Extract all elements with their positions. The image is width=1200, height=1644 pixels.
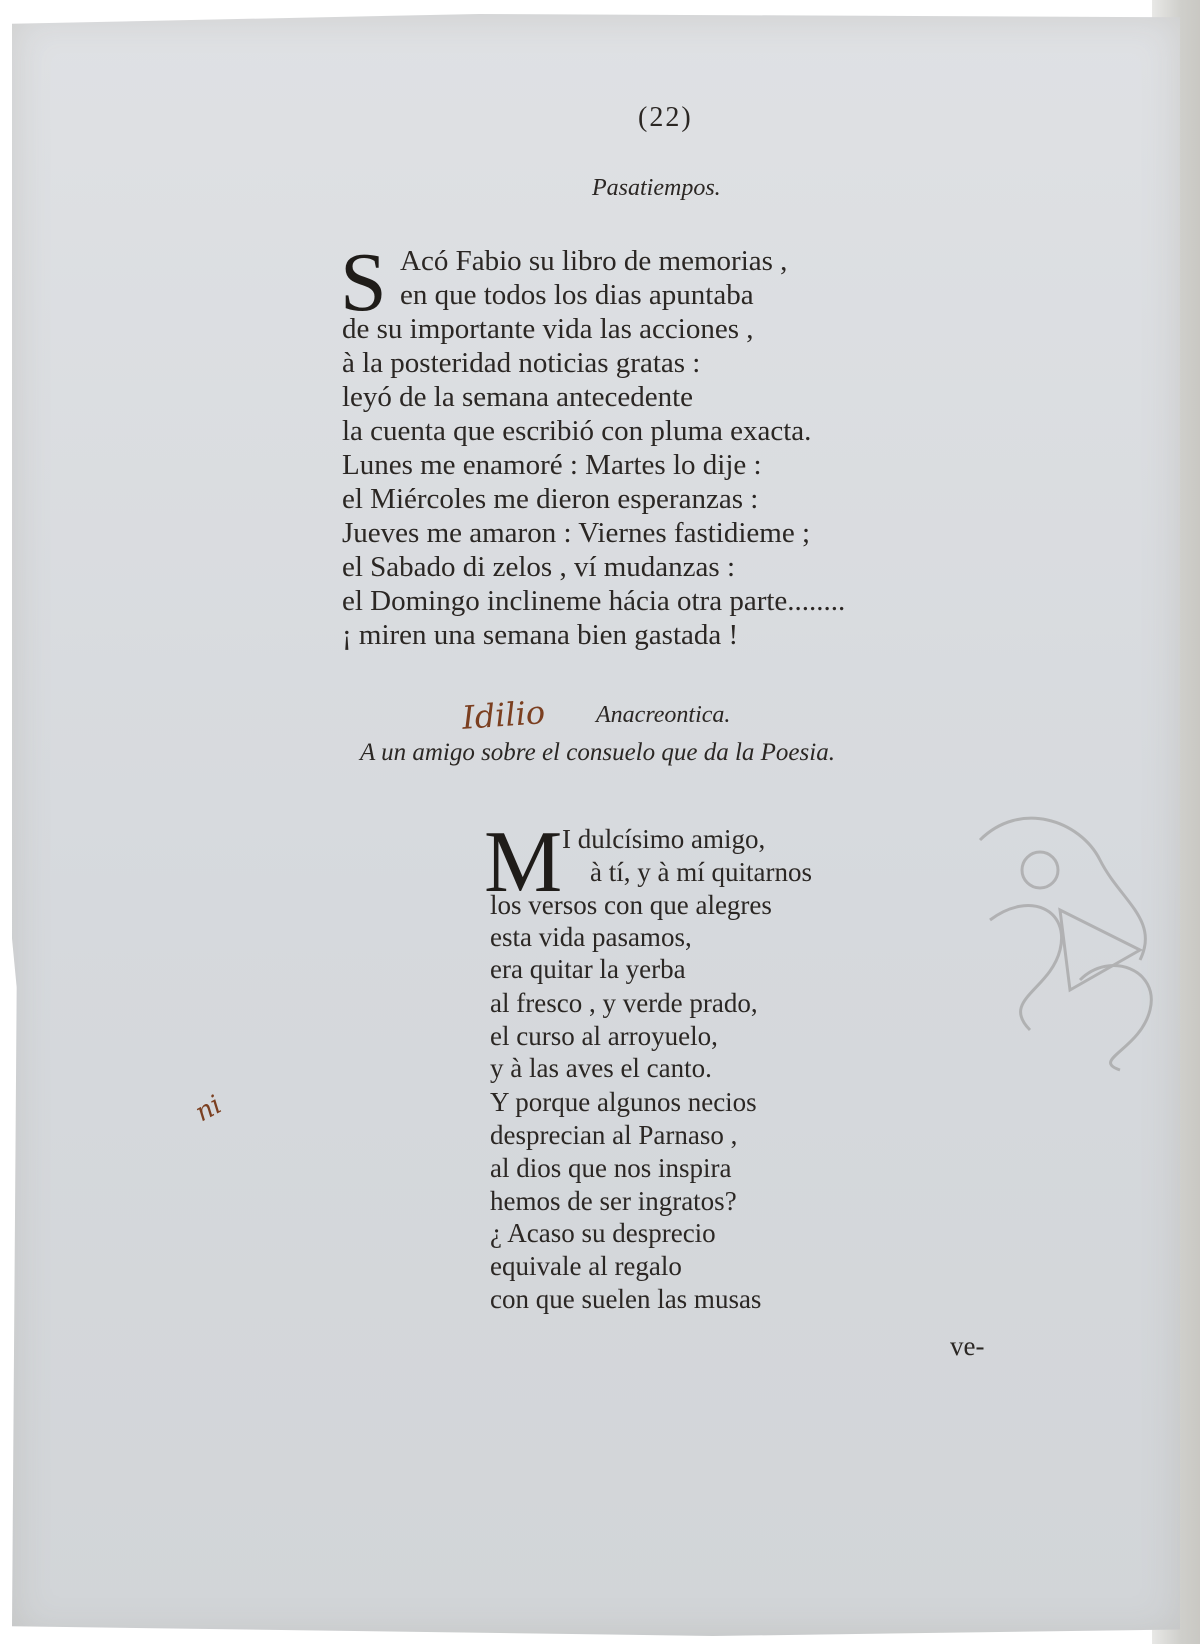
poem1-line: el Miércoles me dieron esperanzas :: [342, 483, 759, 515]
bleed-through-ornament: [960, 800, 1180, 1080]
poem2-line: los versos con que alegres: [490, 890, 772, 920]
poem2-first-line: I dulcísimo amigo,: [562, 824, 766, 854]
poem2-line: esta vida pasamos,: [490, 922, 692, 952]
section-title: Pasatiempos.: [592, 175, 721, 201]
poem1-line: Jueves me amaron : Viernes fastidieme ;: [342, 517, 811, 549]
poem1-line: de su importante vida las acciones ,: [342, 313, 754, 345]
page-number: (22): [638, 102, 693, 133]
poem2-line: con que suelen las musas: [490, 1284, 762, 1314]
poem1-line: la cuenta que escribió con pluma exacta.: [342, 415, 812, 447]
poem2-line: al dios que nos inspira: [490, 1153, 732, 1183]
poem1-line: Lunes me enamoré : Martes lo dije :: [342, 449, 762, 481]
poem2-subtitle: A un amigo sobre el consuelo que da la Poesia.: [360, 739, 835, 766]
poem1-line: el Domingo inclineme hácia otra parte........: [342, 585, 846, 617]
poem2-line: al fresco , y verde prado,: [490, 988, 758, 1018]
poem1-line: el Sabado di zelos , ví mudanzas :: [342, 551, 736, 583]
drop-cap-s: S: [340, 236, 387, 329]
poem2-line: el curso al arroyuelo,: [490, 1021, 718, 1051]
catchword: ve-: [950, 1331, 985, 1361]
poem2-second-line: à tí, y à mí quitarnos: [590, 857, 812, 887]
poem1-line: en que todos los dias apuntaba: [400, 279, 754, 311]
poem1-line: à la posteridad noticias gratas :: [342, 347, 701, 379]
poem1-first-line: Acó Fabio su libro de memorias ,: [400, 245, 788, 277]
margin-scribble: ni: [190, 1089, 227, 1129]
poem1-line: leyó de la semana antecedente: [342, 381, 694, 413]
handwritten-annotation: Idilio: [460, 693, 547, 737]
poem2-line: era quitar la yerba: [490, 954, 686, 984]
poem2-line: y à las aves el canto.: [490, 1053, 712, 1083]
poem2-line: ¿ Acaso su desprecio: [490, 1218, 716, 1248]
poem2-line: equivale al regalo: [490, 1251, 682, 1281]
poem1-line: ¡ miren una semana bien gastada !: [342, 619, 739, 651]
poem2-line: hemos de ser ingratos?: [490, 1186, 737, 1216]
poem2-line: Y porque algunos necios: [490, 1087, 757, 1117]
poem2-line: desprecian al Parnaso ,: [490, 1120, 738, 1150]
drop-cap-m: M: [484, 814, 563, 911]
poem2-title: Anacreontica.: [596, 702, 731, 728]
